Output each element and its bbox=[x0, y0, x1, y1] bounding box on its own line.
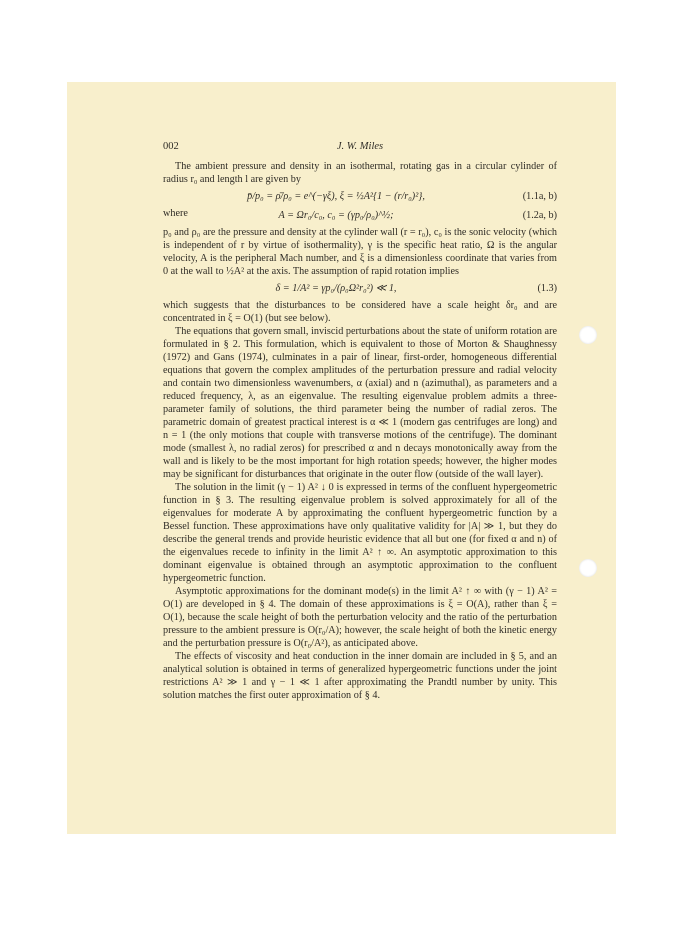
paragraph: The solution in the limit (γ − 1) A² ↓ 0 is expressed in terms of the confluent hypergeometric function in § 3. The resulting eigenvalue problem is solved approximately for all of the eigenvalues for moderate A by approximating the confluent hypergeometric function by a Bessel function. These approximations have only qualitative validity for |A| ≫ 1, but they do describe the general trends and provide heuristic evidence that all but one (for fixed α and n) of the eigenvalues recede to infinity in the limit A² ↑ ∞. An asymptotic approximation to this dominant eigenvalue is obtained through an asymptotic approximation to the confluent hypergeometric function. bbox=[163, 482, 557, 584]
paragraph: The effects of viscosity and heat conduction in the inner domain are included in § 5, and an analytical solution is obtained in terms of generalized hypergeometric functions under the joint restrictions A² ≫ 1 and γ − 1 ≪ 1 after approximating the Prandtl number by unity. This solution matches the first outer approximation of § 4. bbox=[163, 651, 557, 701]
paragraph: p₀ and ρ₀ are the pressure and density at the cylinder wall (r = r₀), c₀ is the sonic velocity (which is independent of r by virtue of isothermality), γ is the specific heat ratio, Ω is the angular velocity, A is the peripheral Mach number, and ξ is a dimensionless coordinate that varies from 0 at the wall to ½A² at the axis. The assumption of rapid rotation implies bbox=[163, 227, 557, 277]
equation-number: (1.3) bbox=[537, 283, 557, 294]
page-content bbox=[163, 140, 557, 702]
equation-body: p̄/p₀ = ρ̄/ρ₀ = e^(−γξ), ξ = ½A²{1 − (r/r₀)²}, bbox=[247, 191, 425, 202]
paragraph-where: where bbox=[163, 208, 188, 219]
running-header bbox=[163, 140, 557, 156]
paragraph: The ambient pressure and density in an isothermal, rotating gas in a circular cylinder of radius r₀ and length l are given by bbox=[163, 161, 557, 185]
equation bbox=[163, 188, 557, 205]
punch-hole bbox=[579, 326, 597, 344]
equation-number: (1.1a, b) bbox=[522, 191, 557, 202]
page-number: 002 bbox=[163, 141, 179, 152]
equation bbox=[163, 280, 557, 297]
punch-hole bbox=[579, 559, 597, 577]
paragraph: Asymptotic approximations for the dominant mode(s) in the limit A² ↑ ∞ with (γ − 1) A² = O(1) are developed in § 4. The domain of these approximations is ξ = O(A), rather than ξ = O(1), because the scale height of both the perturbation velocity and the ratio of the perturbation pressure to the ambient pressure is O(r₀/A); however, the scale height of both the kinetic energy and the perturbation pressure is O(r₀/A²), as anticipated above. bbox=[163, 586, 557, 649]
paragraph: which suggests that the disturbances to be considered have a scale height δr₀ and are concentrated in ξ = O(1) (but see below). bbox=[163, 300, 557, 324]
equation-number: (1.2a, b) bbox=[522, 210, 557, 221]
equation-body: A = Ωr₀/c₀, c₀ = (γp₀/ρ₀)^½; bbox=[278, 210, 394, 221]
running-author: J. W. Miles bbox=[336, 141, 384, 152]
equation bbox=[163, 207, 557, 224]
equation-body: δ = 1/A² = γp₀/(ρ₀Ω²r₀²) ≪ 1, bbox=[275, 283, 397, 294]
paragraph: The equations that govern small, inviscid perturbations about the state of uniform rotation are formulated in § 2. This formulation, which is equivalent to those of Morton & Shaughnessy (1972) and Gans (1974), culminates in a pair of linear, first-order, homogeneous differential equations that govern the complex amplitudes of the perturbation pressure and radial velocity and contain two dimensionless wavenumbers, α (axial) and n (azimuthal), as parameters and a reduced frequency, λ, as an eigenvalue. The resulting eigenvalue problem admits a three-parameter family of solutions, the third parameter being the number of radial zeros. The parametric domain of greatest practical interest is α ≪ 1 (modern gas centrifuges are long) and n = 1 (the only motions that couple with transverse motions of the centrifuge). The dominant mode (smallest λ, no radial zeros) for prescribed α and n decays monotonically away from the wall and is likely to be the most important for high rotation speeds; however, the higher modes may be significant for disturbances that originate in the outer flow (outside of the wall layer). bbox=[163, 326, 557, 480]
